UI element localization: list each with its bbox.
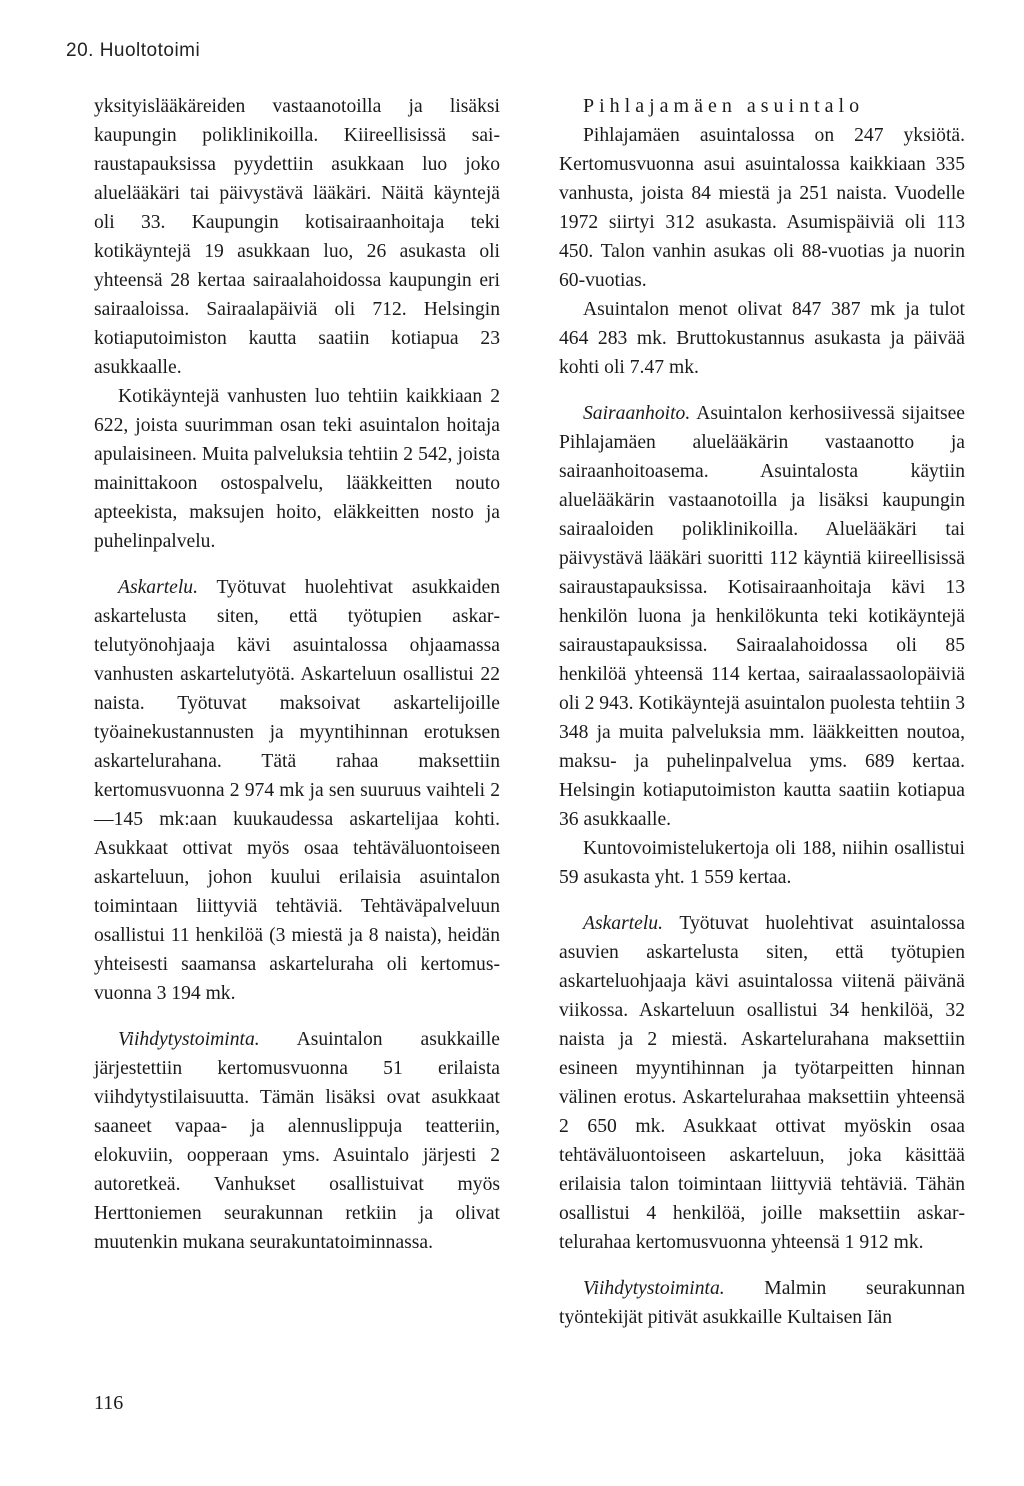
paragraph-entertainment-right — [559, 1274, 965, 1332]
paragraph-continued: yksityislääkäreiden vastaanotoilla ja lisäksi kaupungin poliklinikoilla. Kiireellisissä sairaustapauksissa pyydettiin asukkaan luo joko aluelääkäri tai päivystävä lääkäri. Näitä käyntejä oli 33. Kaupungin kotisairaanhoitaja teki kotikäyntejä 19 asukkaan luo, 26 asukasta oli yhteensä 28 kertaa sairaalahoidossa kaupungin eri sairaaloissa. Sairaalapäiviä oli 712. Helsingin kotiaputoimiston kautta saatiin kotiapua 23 asukkaalle. — [94, 96, 500, 378]
paragraph-crafts-right — [559, 909, 965, 1257]
right-column — [559, 92, 965, 1332]
paragraph-entertainment — [94, 1025, 500, 1257]
runin-heading-crafts-right: Askartelu. — [583, 913, 663, 934]
paragraph-crafts — [94, 573, 500, 1008]
page-number: 116 — [94, 1392, 124, 1414]
runin-heading-entertainment: Viihdytystoiminta. — [118, 1029, 260, 1050]
paragraph-crafts-right-body: Työtuvat huolehtivat asuintalossa asuvien askartelusta siten, että työtupien askarteluohjaaja kävi asuintalossa viitenä päivänä viikossa. Askarteluun osallistui 34 henkilöä, 32 naista ja 2 miestä. Askartelurahana maksettiin esineen myyntihinnan ja työtarpeitten hinnan välinen erotus. Askartelurahaa maksettiin yhteensä 2 650 mk. Asukkaat ottivat myöskin osaa tehtäväluontoiseen askarteluun, joka käsittää erilaisia talon toimintaan liittyviä tehtäviä. Tähän osallistui 4 henkilöä, joille maksettiin askartelurahaa kertomusvuonna yhteensä 1 912 mk. — [559, 913, 965, 1253]
paragraph-home-visits: Kotikäyntejä vanhusten luo tehtiin kaikkiaan 2 622, joista suurimman osan teki asuintalon hoitaja apulaisineen. Muita palveluksia tehtiin 2 542, joista mainittakoon ostospalvelu, lääkkeitten nouto apteekista, maksujen hoito, eläkkeitten nosto ja puhelinpalvelu. — [94, 386, 500, 552]
runin-heading-entertainment-right: Viihdytystoiminta. — [583, 1278, 725, 1299]
runin-heading-health-care: Sairaanhoito. — [583, 403, 691, 424]
paragraph-health-care — [559, 399, 965, 834]
paragraph-residents: Pihlajamäen asuintalossa on 247 yksiötä. Kertomusvuonna asui asuintalossa kaikkiaan 335 vanhusta, joista 84 miestä ja 251 naista. Vuodelle 1972 siirtyi 312 asukasta. Asumispäiviä oli 113 450. Talon vanhin asukas oli 88-vuotias ja nuorin 60-vuotias. — [559, 125, 965, 291]
section-title: Pihlajamäen asuintalo — [583, 95, 865, 117]
paragraph-health-care-body: Asuintalon kerhosiivessä sijaitsee Pihlajamäen aluelääkärin vastaanotto ja sairaanhoitoasema. Asuintalosta käytiin aluelääkärin vastaanotoilla ja lisäksi kaupungin sairaaloiden poliklinikoilla. Aluelääkäri tai päivystävä lääkäri suoritti 112 käyntiä kiireellisissä sairaustapauksissa. Kotisairaanhoitaja kävi 13 henkilön luona ja henkilökunta teki kotikäyntejä sairaustapauksissa. Sairaalahoidossa oli 85 henkilöä yhteensä 114 kertaa, sairaalassaolopäiviä oli 2 943. Kotikäyntejä asuintalon puolesta tehtiin 3 348 ja muita palveluksia mm. lääkkeitten noutoa, maksu- ja puhelinpalvelua yms. 689 kertaa. Helsingin kotiaputoimiston kautta saatiin kotiapua 36 asukkaalle. — [559, 403, 965, 830]
paragraph-entertainment-body: Asuintalon asukkaille järjestettiin kertomusvuonna 51 erilaista viihdytystilaisuutta. Tämän lisäksi ovat asukkaat saaneet vapaa- ja alennuslippuja teatteriin, elokuviin, oopperaan yms. Asuintalo järjesti 2 autoretkeä. Vanhukset osallistuivat myös Herttoniemen seurakunnan retkiin ja olivat muutenkin mukana seurakuntatoiminnassa. — [94, 1029, 500, 1253]
paragraph-entertainment-right-body: Malmin seurakunnan työntekijät pitivät asukkaille Kultaisen Iän — [559, 1278, 965, 1328]
running-head: 20. Huoltotoimi — [66, 40, 201, 61]
left-column — [94, 92, 500, 1257]
paragraph-gymnastics: Kuntovoimistelukertoja oli 188, niihin osallistui 59 asukasta yht. 1 559 kertaa. — [559, 838, 965, 888]
paragraph-costs: Asuintalon menot olivat 847 387 mk ja tulot 464 283 mk. Bruttokustannus asukasta ja päivää kohti oli 7.47 mk. — [559, 299, 965, 378]
paragraph-crafts-body: Työtuvat huolehtivat asukkaiden askartelusta siten, että työtupien askartelutyönohjaaja kävi asuintalossa ohjaamassa vanhusten askartelutyötä. Askarteluun osallistui 22 naista. Työtuvat maksoivat askartelijoille työainekustannusten ja myyntihinnan erotuksen askartelurahana. Tätä rahaa maksettiin kertomusvuonna 2 974 mk ja sen suuruus vaihteli 2—145 mk:aan kuukaudessa askartelijaa kohti. Asukkaat ottivat myös osaa tehtäväluontoiseen askarteluun, johon kuului erilaisia asuintalon toimintaan liittyviä tehtäviä. Tehtäväpalveluun osallistui 11 henkilöä (3 miestä ja 8 naista), heidän yhteisesti saamansa askarteluraha oli kertomusvuonna 3 194 mk. — [94, 577, 501, 1004]
runin-heading-crafts: Askartelu. — [118, 577, 198, 598]
